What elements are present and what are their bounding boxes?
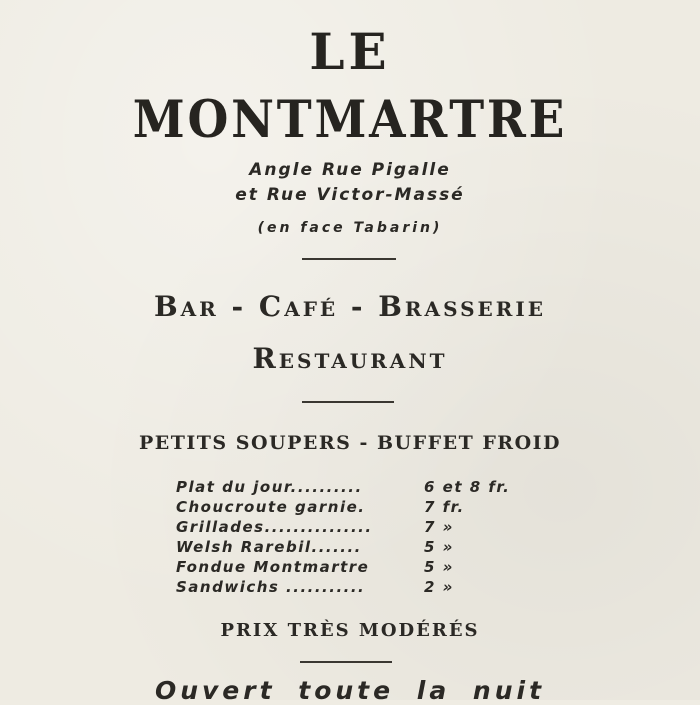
menu-row [176, 557, 536, 577]
menu-row [176, 517, 536, 537]
menu-item-name: Welsh Rarebil....... [176, 538, 362, 556]
menu-item-name: Choucroute garnie. [176, 498, 366, 516]
menu-row [176, 577, 536, 597]
menu-item-name: Plat du jour.......... [176, 478, 363, 496]
services-line-2: Restaurant [252, 342, 448, 375]
menu-row [176, 497, 536, 517]
menu-item-name: Grillades............... [176, 518, 373, 536]
menu-row [176, 477, 536, 497]
menu-item-price: 6 et 8 fr. [424, 478, 511, 496]
menu-item-price: 5 » [424, 558, 454, 576]
divider-2 [302, 401, 394, 403]
menu-list [176, 477, 536, 597]
menu-item-price: 5 » [424, 538, 454, 556]
title-montmartre: MONTMARTRE [132, 90, 568, 150]
address-line-2: et Rue Victor-Massé [235, 185, 465, 205]
menu-item-name: Fondue Montmartre [176, 558, 370, 576]
divider-1 [302, 258, 396, 260]
menu-item-price: 7 fr. [424, 498, 465, 516]
menu-row [176, 537, 536, 557]
address-line-1: Angle Rue Pigalle [249, 160, 451, 180]
services-line-1: Bar - Café - Brasserie [153, 290, 546, 323]
divider-3 [300, 661, 392, 663]
title-le: LE [309, 22, 391, 81]
menu-item-price: 2 » [424, 578, 454, 596]
price-note: PRIX TRÈS MODÉRÉS [220, 620, 480, 641]
menu-item-name: Sandwichs ........... [176, 578, 366, 596]
menu-heading: PETITS SOUPERS - BUFFET FROID [138, 432, 562, 454]
opening-hours: Ouvert toute la nuit [154, 676, 546, 705]
menu-item-price: 7 » [424, 518, 454, 536]
address-note: (en face Tabarin) [257, 220, 443, 236]
